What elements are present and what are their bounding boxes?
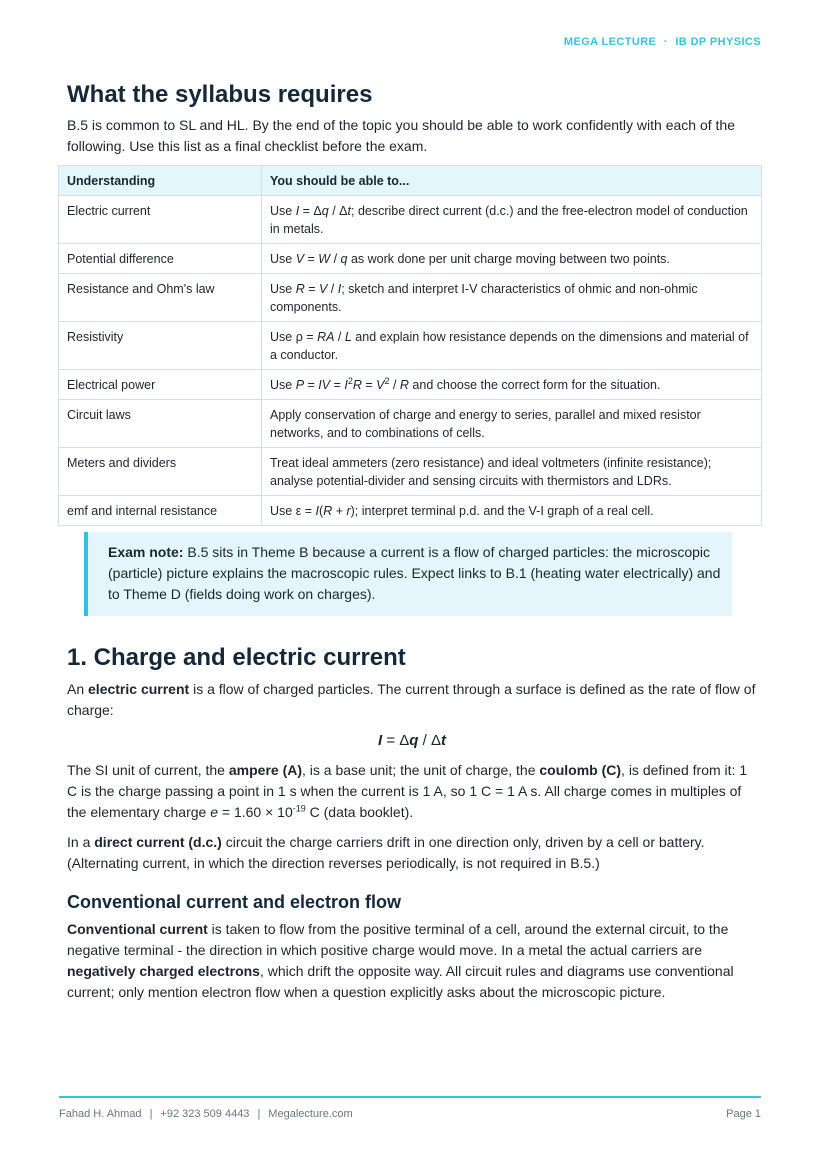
row-topic: Circuit laws [59,400,262,448]
table-header-able-to: You should be able to... [262,166,762,196]
row-topic: Meters and dividers [59,448,262,496]
header-course: IB DP PHYSICS [675,36,761,48]
footer-site-link[interactable]: Megalecture.com [268,1108,353,1120]
exam-note-callout [84,532,732,616]
page-header [564,36,761,48]
syllabus-intro: B.5 is common to SL and HL. By the end of the topic you should be able to work confidently with each of the following. Use this list as a final checklist before the exam. [67,117,735,154]
table-row [59,448,762,496]
table-row [59,322,762,370]
page-content [67,80,757,1003]
table-row [59,370,762,400]
row-topic: Electric current [59,196,262,244]
exam-note-label: Exam note: [108,544,184,560]
footer-divider [59,1096,761,1098]
header-brand: MEGA LECTURE [563,36,657,48]
row-description: Use V = W / q as work done per unit charge moving between two points. [262,244,762,274]
row-description: Use I = Δq / Δt; describe direct current (d.c.) and the free-electron model of conduction in metals. [262,196,762,244]
conventional-current-title: Conventional current and electron flow [67,892,402,912]
row-description: Use ε = I(R + r); interpret terminal p.d. and the V-I graph of a real cell. [262,496,762,526]
row-description: Use ρ = RA / L and explain how resistance depends on the dimensions and material of a conductor. [262,322,762,370]
table-row [59,400,762,448]
charge-paragraph-2: The SI unit of current, the ampere (A), is a base unit; the unit of charge, the coulomb (C), is defined from it: 1 C is the charge passing a point in 1 s when the current is 1 A, so 1 C = 1 A s. All charge comes in multiples of the elementary charge $e = 1.60 \times 10^{-19}$ C (data booklet). [67,762,748,820]
page-number: Page 1 [726,1108,761,1120]
table-row [59,196,762,244]
charge-paragraph-3: In a direct current (d.c.) circuit the charge carriers drift in one direction only, driven by a cell or battery. (Alternating current, in which the direction reverses periodically, is not required in B.5.) [67,834,705,871]
row-description: Apply conservation of charge and energy to series, parallel and mixed resistor networks, and to combinations of cells. [262,400,762,448]
row-description: Treat ideal ammeters (zero resistance) and ideal voltmeters (infinite resistance); analyse potential-divider and sensing circuits with thermistors and LDRs. [262,448,762,496]
current-equation: I = Δq / Δt [378,732,446,749]
exam-note-text: B.5 sits in Theme B because a current is a flow of charged particles: the microscopic (particle) picture explains the macroscopic rules. Expect links to B.1 (heating water electrically) and to Theme D (fields doing work on charges). [108,544,721,602]
charge-section-title: 1. Charge and electric current [67,644,406,671]
row-topic: Resistance and Ohm's law [59,274,262,322]
table-row [59,496,762,526]
row-topic: Electrical power [59,370,262,400]
table-row [59,274,762,322]
charge-paragraph-1: An electric current is a flow of charged particles. The current through a surface is defined as the rate of flow of charge: [67,681,756,718]
row-description: Use R = V / I; sketch and interpret I-V characteristics of ohmic and non-ohmic components. [262,274,762,322]
footer-contact [59,1108,353,1120]
table-row [59,244,762,274]
syllabus-title: What the syllabus requires [67,81,373,108]
footer-separator: | [257,1108,261,1120]
row-topic: emf and internal resistance [59,496,262,526]
header-separator: · [663,36,668,48]
footer-phone: +92 323 509 4443 [160,1108,250,1120]
table-header-row [59,166,762,196]
table-header-understanding: Understanding [59,166,262,196]
row-topic: Potential difference [59,244,262,274]
row-description: Use P = IV = $I^2R = V^2 / R$ and choose the correct form for the situation. [262,370,762,400]
syllabus-table [58,165,762,526]
row-topic: Resistivity [59,322,262,370]
footer-separator: | [149,1108,153,1120]
footer-author: Fahad H. Ahmad [59,1108,142,1120]
conventional-paragraph: Conventional current is taken to flow from the positive terminal of a cell, around the external circuit, to the negative terminal - the direction in which positive charge would move. In a metal the actual carriers are negatively charged electrons, which drift the opposite way. All circuit rules and diagrams use conventional current; only mention electron flow when a question explicitly asks about the microscopic picture. [67,921,734,1000]
